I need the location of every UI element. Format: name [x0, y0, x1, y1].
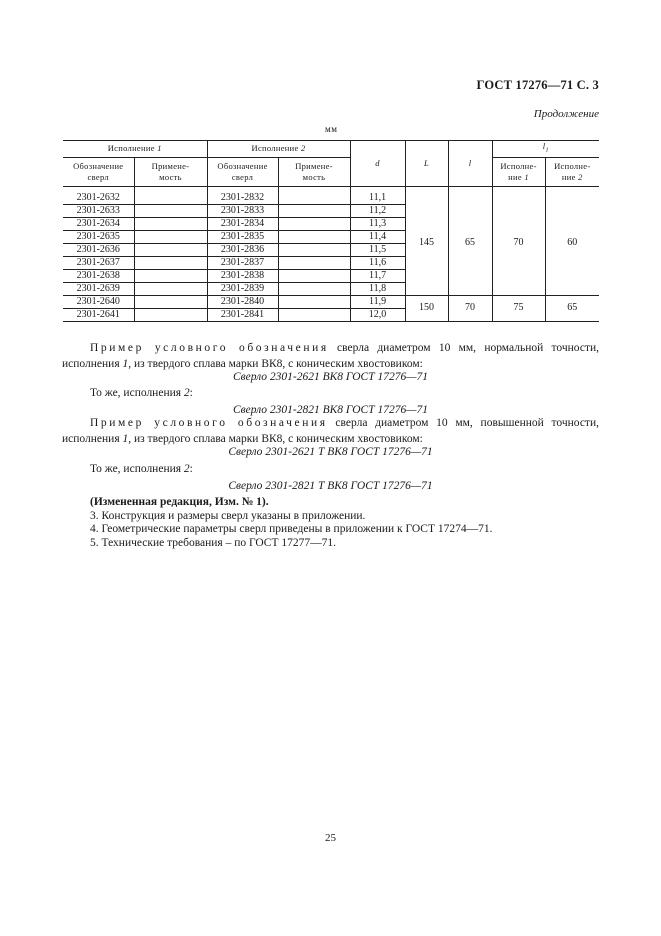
header-l1-variant-1: Исполне- ние 1	[492, 157, 545, 186]
header-applicability-1: Примене- мость	[134, 157, 207, 186]
document-header: ГОСТ 17276—71 С. 3	[476, 78, 599, 92]
table-row: 2301-2635 2301-2835 11,4	[63, 230, 599, 243]
header-l1-variant-2: Исполне- ние 2	[545, 157, 599, 186]
example-designation-2: Сверло 2301-2821 ВК8 ГОСТ 17276—71	[233, 404, 428, 416]
L-group-a: 145	[405, 192, 448, 296]
L-group-b: 150	[405, 295, 448, 321]
example-designation-3: Сверло 2301-2621 Т ВК8 ГОСТ 17276—71	[228, 446, 433, 458]
l-group-a: 65	[448, 192, 492, 296]
revision-note: (Измененная редакция, Изм. № 1).	[90, 496, 269, 508]
drill-spec-table	[63, 140, 599, 322]
l1-v1-group-b: 75	[492, 295, 545, 321]
header-variant-2: Исполнение 2	[207, 141, 350, 158]
header-d: d	[350, 141, 405, 187]
header-applicability-2: Примене- мость	[278, 157, 350, 186]
table-row: 2301-2638 2301-2838 11,7	[63, 269, 599, 282]
continuation-label: Продолжение	[533, 108, 599, 120]
example-paragraph-1: Пример условного обозначения сверла диаметром 10 мм, нормальной точности, исполнения 1, из твердого сплава марки ВК8, с коническим хвостовиком:	[62, 342, 599, 370]
table-row: 2301-2634 2301-2834 11,3	[63, 217, 599, 230]
header-l1: $l_1$	[492, 141, 599, 158]
table-row: 2301-2633 2301-2833 11,2	[63, 204, 599, 217]
item-3: 3. Конструкция и размеры сверл указаны в приложении.	[90, 510, 366, 522]
table-row: 2301-2639 2301-2839 11,8	[63, 282, 599, 295]
header-designation-1: Обозначение сверл	[63, 157, 134, 186]
table-row: 2301-2641 2301-2841 12,0	[63, 308, 599, 321]
l1-v2-group-b: 65	[545, 295, 599, 321]
same-variant-2-line: То же, исполнения 2:	[90, 387, 193, 399]
l1-v2-group-a: 60	[545, 192, 599, 296]
example-designation-4: Сверло 2301-2821 Т ВК8 ГОСТ 17276—71	[228, 480, 433, 492]
header-designation-2: Обозначение сверл	[207, 157, 278, 186]
example-designation-1: Сверло 2301-2621 ВК8 ГОСТ 17276—71	[233, 371, 428, 383]
header-l: l	[448, 141, 492, 187]
table-row: 2301-2632 2301-2832 11,1 145 65 70 60	[63, 192, 599, 205]
unit-label: мм	[325, 124, 338, 134]
item-4: 4. Геометрические параметры сверл приведены в приложении к ГОСТ 17274—71.	[90, 523, 493, 535]
l-group-b: 70	[448, 295, 492, 321]
table-row: 2301-2640 2301-2840 11,9 150 70 75 65	[63, 295, 599, 308]
example-paragraph-2: Пример условного обозначения сверла диаметром 10 мм, повышенной точности, исполнения 1, из твердого сплава марки ВК8, с коническим хвостовиком:	[62, 417, 599, 445]
item-5: 5. Технические требования – по ГОСТ 17277—71.	[90, 537, 336, 549]
table-row: 2301-2636 2301-2836 11,5	[63, 243, 599, 256]
l1-v1-group-a: 70	[492, 192, 545, 296]
same-variant-2-line-2: То же, исполнения 2:	[90, 463, 193, 475]
header-L: L	[405, 141, 448, 187]
page-number: 25	[325, 832, 336, 844]
header-variant-1: Исполнение 1	[63, 141, 207, 158]
table-row: 2301-2637 2301-2837 11,6	[63, 256, 599, 269]
